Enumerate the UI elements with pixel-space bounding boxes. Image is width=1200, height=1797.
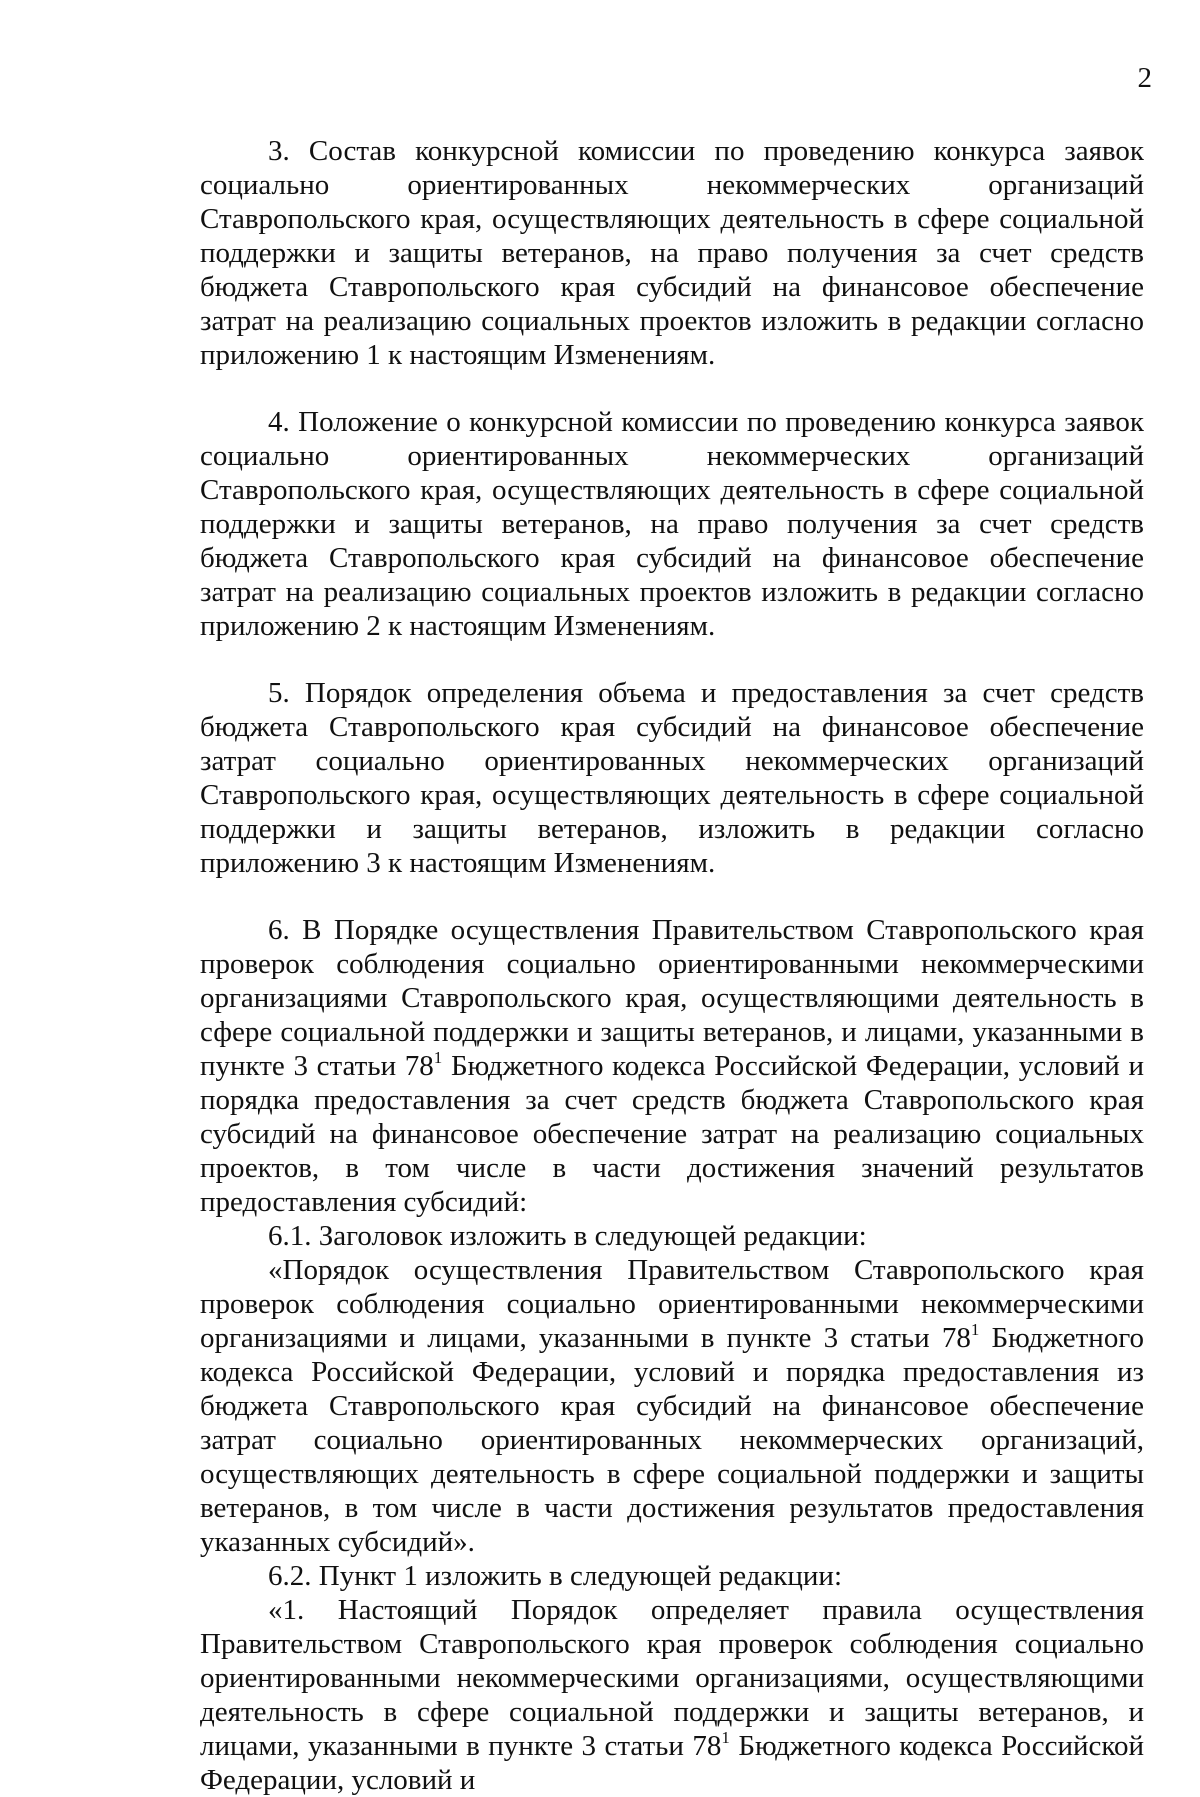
paragraph-6-2-quote-part-1: «1. Настоящий Порядок определяет правила осуществления Правительством Ставропольского края проверок соблюдения социально ориентированными некоммерческими организациями, осуществляющими деятельность в сфере социальной поддержки и защиты ветеранов, и лицами, указанными в пункте 3 статьи 78 — [200, 1594, 1144, 1762]
paragraph-6-2-quote-part-2: Бюджетного кодекса Российской Федерации, условий и — [200, 1730, 1145, 1796]
paragraph-6-part-2: Бюджетного кодекса Российской Федерации, условий и порядка предоставления за счет средств бюджета Ставропольского края субсидий на финансовое обеспечение затрат на реализацию социальных проектов, в том числе в части достижения значений результатов предоставления субсидий: — [200, 1050, 1144, 1218]
paragraph-5: 5. Порядок определения объема и предоставления за счет средств бюджета Ставропольского края субсидий на финансовое обеспечение затрат социально ориентированных некоммерческих организаций Ставропольского края, осуществляющих деятельность в сфере социальной поддержки и защиты ветеранов, изложить в редакции согласно приложению 3 к настоящим Изменениям. — [200, 677, 1144, 879]
paragraph-6-2-quote — [200, 1593, 1144, 1797]
page-number: 2 — [1137, 62, 1152, 94]
paragraph-6 — [200, 913, 1144, 1219]
paragraph-6-1-quote-part-1: «Порядок осуществления Правительством Ставропольского края проверок соблюдения социально ориентированными некоммерческими организациями и лицами, указанными в пункте 3 статьи 78 — [200, 1254, 1144, 1354]
paragraph-4: 4. Положение о конкурсной комиссии по проведению конкурса заявок социально ориентированных некоммерческих организаций Ставропольского края, осуществляющих деятельность в сфере социальной поддержки и защиты ветеранов, на право получения за счет средств бюджета Ставропольского края субсидий на финансовое обеспечение затрат на реализацию социальных проектов изложить в редакции согласно приложению 2 к настоящим Изменениям. — [200, 406, 1144, 642]
superscript-1: 1 — [970, 1320, 980, 1339]
superscript-1: 1 — [433, 1048, 443, 1067]
paragraph-6-1-quote — [200, 1253, 1144, 1559]
document-body — [200, 134, 1144, 1797]
paragraph-6-part-1: 6. В Порядке осуществления Правительством Ставропольского края проверок соблюдения социально ориентированными некоммерческими организациями Ставропольского края, осуществляющими деятельность в сфере социальной поддержки и защиты ветеранов, и лицами, указанными в пункте 3 статьи 78 — [200, 914, 1144, 1082]
paragraph-6-1: 6.1. Заголовок изложить в следующей редакции: — [268, 1220, 867, 1252]
superscript-1: 1 — [721, 1728, 730, 1747]
paragraph-3: 3. Состав конкурсной комиссии по проведению конкурса заявок социально ориентированных некоммерческих организаций Ставропольского края, осуществляющих деятельность в сфере социальной поддержки и защиты ветеранов, на право получения за счет средств бюджета Ставропольского края субсидий на финансовое обеспечение затрат на реализацию социальных проектов изложить в редакции согласно приложению 1 к настоящим Изменениям. — [200, 135, 1144, 371]
paragraph-6-2: 6.2. Пункт 1 изложить в следующей редакции: — [268, 1560, 843, 1592]
paragraph-6-1-quote-part-2: Бюджетного кодекса Российской Федерации, условий и порядка предоставления из бюджета Ставропольского края субсидий на финансовое обеспечение затрат социально ориентированных некоммерческих организаций, осуществляющих деятельность в сфере социальной поддержки и защиты ветеранов, в том числе в части достижения результатов предоставления указанных субсидий». — [200, 1322, 1144, 1558]
